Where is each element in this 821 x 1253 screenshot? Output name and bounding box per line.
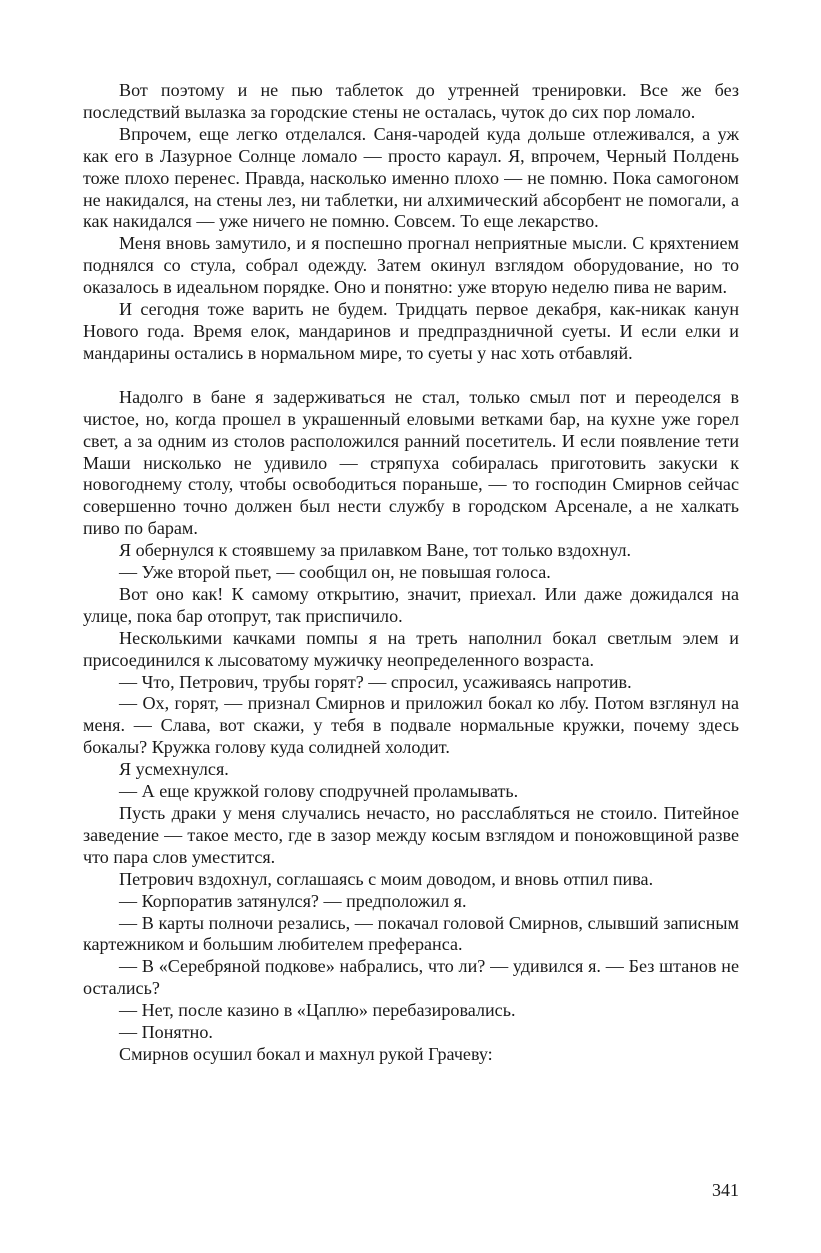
dialogue-line: — Что, Петрович, трубы горят? — спросил, усаживаясь напротив. (119, 671, 632, 692)
dialogue-line: — Уже второй пьет, — сообщил он, не повышая голоса. (119, 562, 551, 583)
dialogue-line: — Ох, горят, — признал Смирнов и приложил бокал ко лбу. Потом взглянул на меня. — Слава, вот скажи, у тебя в подвале нормальные кружки, почему здесь бокалы? Кружка голову куда солидней холодит. (83, 693, 739, 758)
dialogue-line: — Корпоратив затянулся? — предположил я. (119, 890, 467, 911)
dialogue-line: — В «Серебряной подкове» набрались, что ли? — удивился я. — Без штанов не остались? (83, 956, 739, 999)
paragraph: Меня вновь замутило, и я поспешно прогнал неприятные мысли. С кряхтением поднялся со стула, собрал одежду. Затем окинул взглядом оборудование, но то оказалось в идеальном порядке. Оно и понятно: уже вторую неделю пива не варим. (83, 233, 739, 298)
paragraph: Надолго в бане я задерживаться не стал, только смыл пот и переоделся в чистое, но, когда прошел в украшенный еловыми ветками бар, на кухне уже горел свет, а за одним из столов расположился ранний посетитель. И если появление тети Маши нисколько не удивило — стряпуха собиралась приготовить закуски к новогоднему столу, чтобы освободиться пораньше, — то господин Смирнов сейчас совершенно точно должен был нести службу в городском Арсенале, а не халкать пиво по барам. (83, 386, 739, 539)
dialogue-line: — Нет, после казино в «Цаплю» перебазировались. (119, 1000, 516, 1021)
paragraph: Я обернулся к стоявшему за прилавком Ване, тот только вздохнул. (119, 540, 632, 561)
section-break (83, 365, 739, 387)
paragraph: Вот оно как! К самому открытию, значит, приехал. Или даже дожидался на улице, пока бар отопрут, так приспичило. (83, 583, 739, 626)
page-number: 341 (712, 1180, 739, 1200)
dialogue-line: — В карты полночи резались, — покачал головой Смирнов, слывший записным картежником и большим любителем преферанса. (83, 912, 739, 955)
paragraph: И сегодня тоже варить не будем. Тридцать первое декабря, как-никак канун Нового года. Время елок, мандаринов и предпраздничной суеты. И если елки и мандарины остались в нормальном мире, то суеты у нас хоть отбавляй. (83, 299, 739, 363)
page-body (83, 80, 739, 1066)
dialogue-line: — А еще кружкой голову сподручней проламывать. (119, 781, 519, 802)
paragraph: Петрович вздохнул, соглашаясь с моим доводом, и вновь отпил пива. (119, 868, 654, 889)
paragraph: Вот поэтому и не пью таблеток до утренней тренировки. Все же без последствий вылазка за городские стены не осталась, чуток до сих пор ломало. (83, 80, 739, 122)
paragraph: Несколькими качками помпы я на треть наполнил бокал светлым элем и присоединился к лысоватому мужичку неопределенного возраста. (83, 627, 739, 670)
paragraph: Я усмехнулся. (119, 759, 229, 780)
paragraph: Впрочем, еще легко отделался. Саня-чародей куда дольше отлеживался, а уж как его в Лазурное Солнце ломало — просто караул. Я, впрочем, Черный Полдень тоже плохо перенес. Правда, насколько именно плохо — не помню. Пока самогоном не накидался, на стены лез, ни таблетки, ни алхимический абсорбент не помогали, а как накидался — уже ничего не помню. Совсем. То еще лекарство. (83, 123, 739, 232)
paragraph: Смирнов осушил бокал и махнул рукой Грачеву: (119, 1043, 493, 1064)
paragraph: Пусть драки у меня случались нечасто, но расслабляться не стоило. Питейное заведение — такое место, где в зазор между косым взглядом и поножовщиной разве что пара слов уместится. (83, 803, 739, 867)
dialogue-line: — Понятно. (119, 1022, 213, 1043)
